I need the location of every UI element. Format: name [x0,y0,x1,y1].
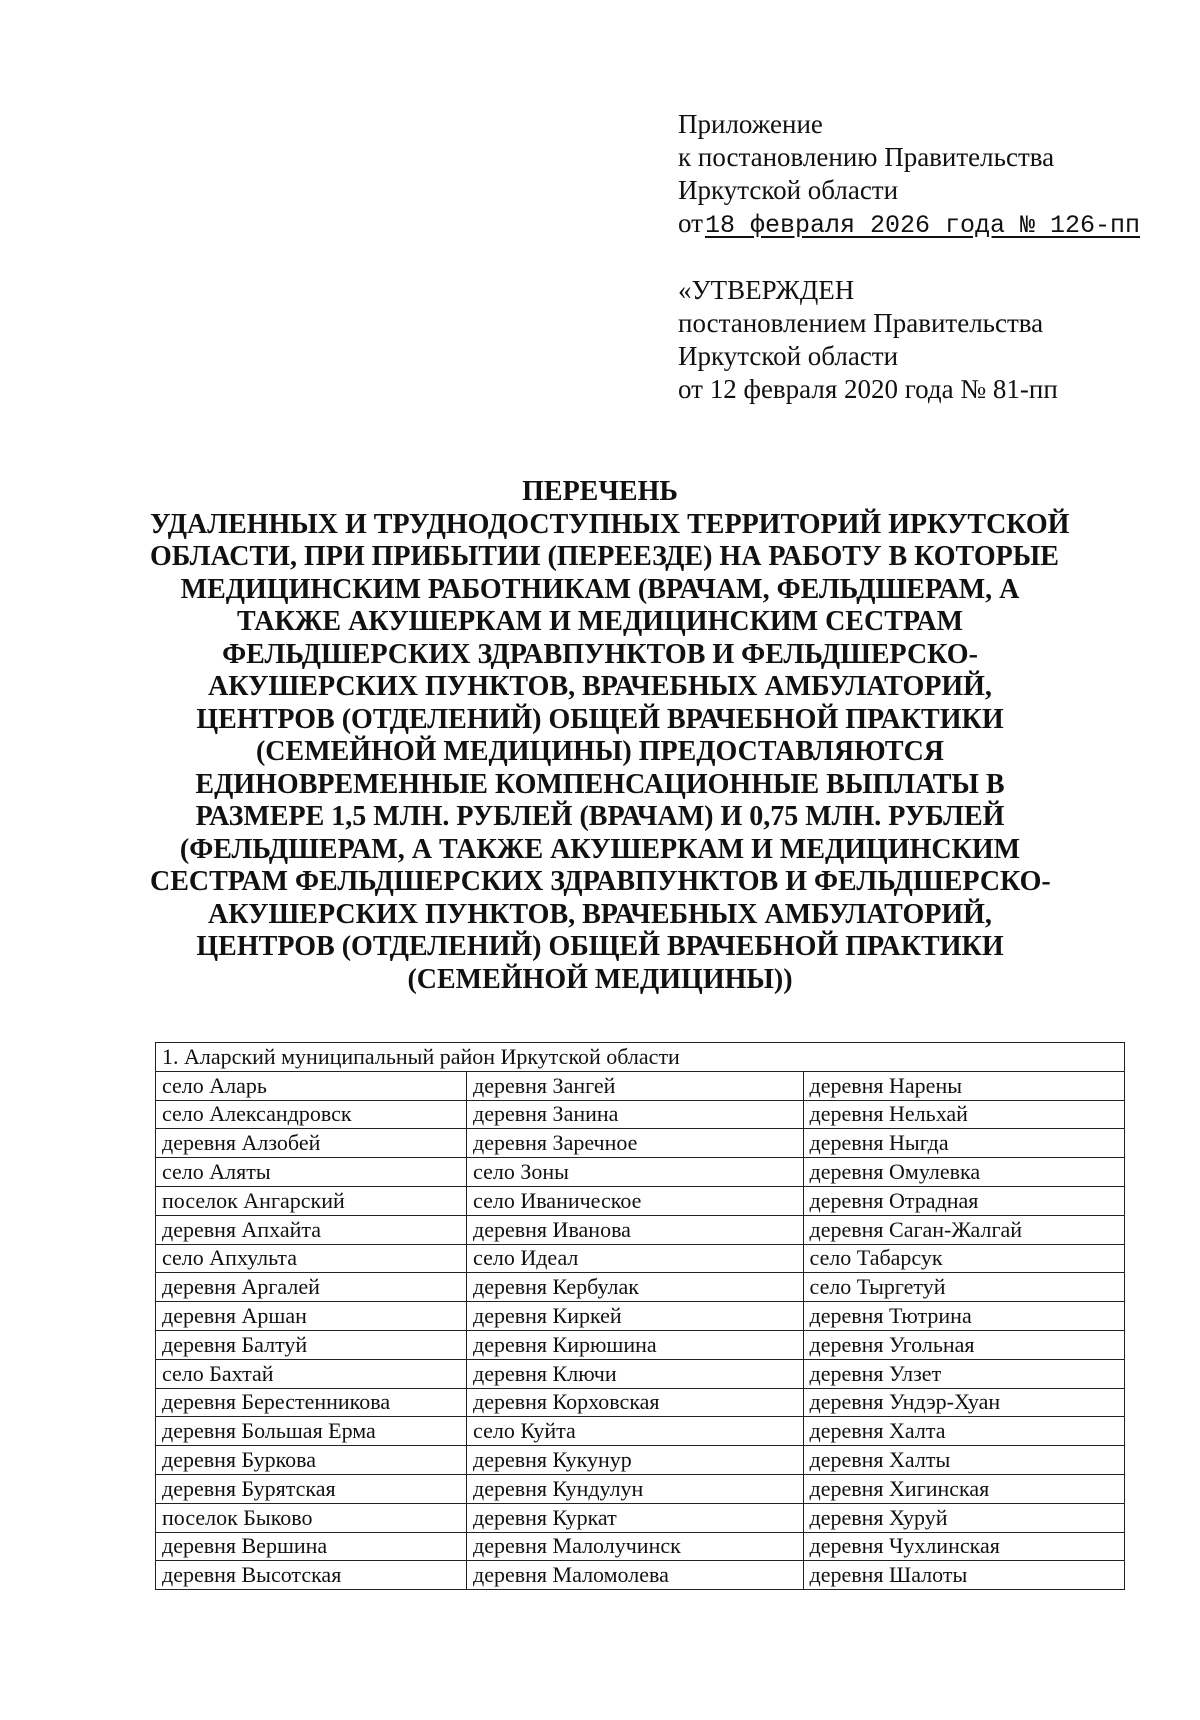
title-line: АКУШЕРСКИХ ПУНКТОВ, ВРАЧЕБНЫХ АМБУЛАТОРИЙ, [208,898,992,930]
table-cell: село Аларь [156,1071,467,1100]
title-line: РАЗМЕРЕ 1,5 МЛН. РУБЛЕЙ (ВРАЧАМ) И 0,75 МЛН. РУБЛЕЙ [195,801,1005,832]
table-cell: деревня Кирюшина [467,1330,803,1359]
appendix-line: Иркутской области [678,175,899,205]
territory-table-body [156,1043,1125,1590]
table-row [156,1186,1125,1215]
table-cell: село Тыргетуй [803,1273,1124,1302]
table-row [156,1532,1125,1561]
section-header-cell: 1. Аларский муниципальный район Иркутской области [156,1043,1125,1072]
table-cell: деревня Высотская [156,1561,467,1590]
table-cell: деревня Тютрина [803,1302,1124,1331]
table-cell: деревня Аргалей [156,1273,467,1302]
table-cell: деревня Чухлинская [803,1532,1124,1561]
table-row [156,1359,1125,1388]
table-cell: село Иваническое [467,1186,803,1215]
title-line: МЕДИЦИНСКИМ РАБОТНИКАМ (ВРАЧАМ, ФЕЛЬДШЕРАМ, А [180,573,1020,605]
section-header-row [156,1043,1125,1072]
approved-block [678,274,1178,406]
table-cell: деревня Малолучинск [467,1532,803,1561]
table-cell: деревня Маломолева [467,1561,803,1590]
title-line: ТАКЖЕ АКУШЕРКАМ И МЕДИЦИНСКИМ СЕСТРАМ [236,606,964,637]
table-cell: деревня Нарены [803,1071,1124,1100]
table-cell: деревня Ныгда [803,1129,1124,1158]
table-cell: деревня Алзобей [156,1129,467,1158]
title-line: (СЕМЕЙНОЙ МЕДИЦИНЫ) ПРЕДОСТАВЛЯЮТСЯ [255,736,945,767]
table-cell: деревня Халта [803,1417,1124,1446]
table-cell: поселок Быково [156,1503,467,1532]
table-cell: деревня Зангей [467,1071,803,1100]
table-cell: деревня Ундэр-Хуан [803,1388,1124,1417]
table-cell: деревня Ключи [467,1359,803,1388]
title-line: ФЕЛЬДШЕРСКИХ ЗДРАВПУНКТОВ И ФЕЛЬДШЕРСКО- [222,638,978,670]
table-cell: деревня Омулевка [803,1158,1124,1187]
table-cell: деревня Кукунур [467,1446,803,1475]
title-line: ЕДИНОВРЕМЕННЫЕ КОМПЕНСАЦИОННЫЕ ВЫПЛАТЫ В [195,768,1005,800]
table-row [156,1446,1125,1475]
table-cell: село Аляты [156,1158,467,1187]
approved-line: постановлением Правительства [678,308,1044,338]
table-cell: деревня Куркат [467,1503,803,1532]
title-line: ПЕРЕЧЕНЬ [522,476,678,507]
appendix-date-line [678,207,1178,242]
table-cell: деревня Заречное [467,1129,803,1158]
appendix-date-value: 18 февраля 2026 года № 126-пп [704,211,1141,240]
table-row [156,1100,1125,1129]
table-row [156,1503,1125,1532]
table-cell: деревня Угольная [803,1330,1124,1359]
table-cell: село Зоны [467,1158,803,1187]
title-line: СЕСТРАМ ФЕЛЬДШЕРСКИХ ЗДРАВПУНКТОВ И ФЕЛЬДШЕРСКО- [150,866,1051,897]
table-row [156,1388,1125,1417]
table-row [156,1561,1125,1590]
table-cell: деревня Аршан [156,1302,467,1331]
table-row [156,1129,1125,1158]
table-row [156,1215,1125,1244]
table-cell: деревня Нельхай [803,1100,1124,1129]
table-row [156,1474,1125,1503]
table-cell: село Табарсук [803,1244,1124,1273]
table-cell: деревня Кербулак [467,1273,803,1302]
table-row [156,1071,1125,1100]
table-cell: деревня Шалоты [803,1561,1124,1590]
table-cell: деревня Большая Ерма [156,1417,467,1446]
appendix-line: Приложение [678,109,823,139]
table-cell: деревня Балтуй [156,1330,467,1359]
title-line: УДАЛЕННЫХ И ТРУДНОДОСТУПНЫХ ТЕРРИТОРИЙ ИРКУТСКОЙ [150,508,1070,540]
approved-line: от 12 февраля 2020 года № 81-пп [678,374,1058,404]
table-cell: село Куйта [467,1417,803,1446]
title-line: АКУШЕРСКИХ ПУНКТОВ, ВРАЧЕБНЫХ АМБУЛАТОРИЙ, [208,671,992,702]
appendix-date-prefix: от [678,208,703,238]
table-cell: деревня Улзет [803,1359,1124,1388]
table-row [156,1244,1125,1273]
table-cell: село Апхульта [156,1244,467,1273]
appendix-block [678,108,1178,242]
table-row [156,1417,1125,1446]
table-cell: деревня Бурятская [156,1474,467,1503]
table-row [156,1330,1125,1359]
table-cell: поселок Ангарский [156,1186,467,1215]
title-line: ЦЕНТРОВ (ОТДЕЛЕНИЙ) ОБЩЕЙ ВРАЧЕБНОЙ ПРАКТИКИ [196,703,1004,735]
table-cell: деревня Берестенникова [156,1388,467,1417]
title-line: ЦЕНТРОВ (ОТДЕЛЕНИЙ) ОБЩЕЙ ВРАЧЕБНОЙ ПРАКТИКИ [196,931,1004,962]
approved-line: «УТВЕРЖДЕН [678,275,855,305]
table-cell: село Александровск [156,1100,467,1129]
document-title [150,476,1070,996]
approved-line: Иркутской области [678,341,899,371]
table-cell: деревня Апхайта [156,1215,467,1244]
table-cell: деревня Буркова [156,1446,467,1475]
table-cell: деревня Хигинская [803,1474,1124,1503]
table-cell: деревня Вершина [156,1532,467,1561]
table-cell: деревня Кундулун [467,1474,803,1503]
table-cell: деревня Корховская [467,1388,803,1417]
table-cell: деревня Иванова [467,1215,803,1244]
table-cell: деревня Отрадная [803,1186,1124,1215]
table-cell: село Идеал [467,1244,803,1273]
table-row [156,1273,1125,1302]
territory-table [155,1042,1125,1590]
title-line: (ФЕЛЬДШЕРАМ, А ТАКЖЕ АКУШЕРКАМ И МЕДИЦИНСКИМ [179,833,1021,865]
table-cell: деревня Занина [467,1100,803,1129]
title-line: (СЕМЕЙНОЙ МЕДИЦИНЫ)) [407,963,793,995]
table-cell: деревня Хуруй [803,1503,1124,1532]
table-row [156,1158,1125,1187]
table-cell: деревня Халты [803,1446,1124,1475]
table-cell: деревня Саган-Жалгай [803,1215,1124,1244]
table-cell: деревня Киркей [467,1302,803,1331]
table-cell: село Бахтай [156,1359,467,1388]
title-line: ОБЛАСТИ, ПРИ ПРИБЫТИИ (ПЕРЕЕЗДЕ) НА РАБОТУ В КОТОРЫЕ [150,541,1059,572]
appendix-line: к постановлению Правительства [678,142,1055,172]
table-row [156,1302,1125,1331]
